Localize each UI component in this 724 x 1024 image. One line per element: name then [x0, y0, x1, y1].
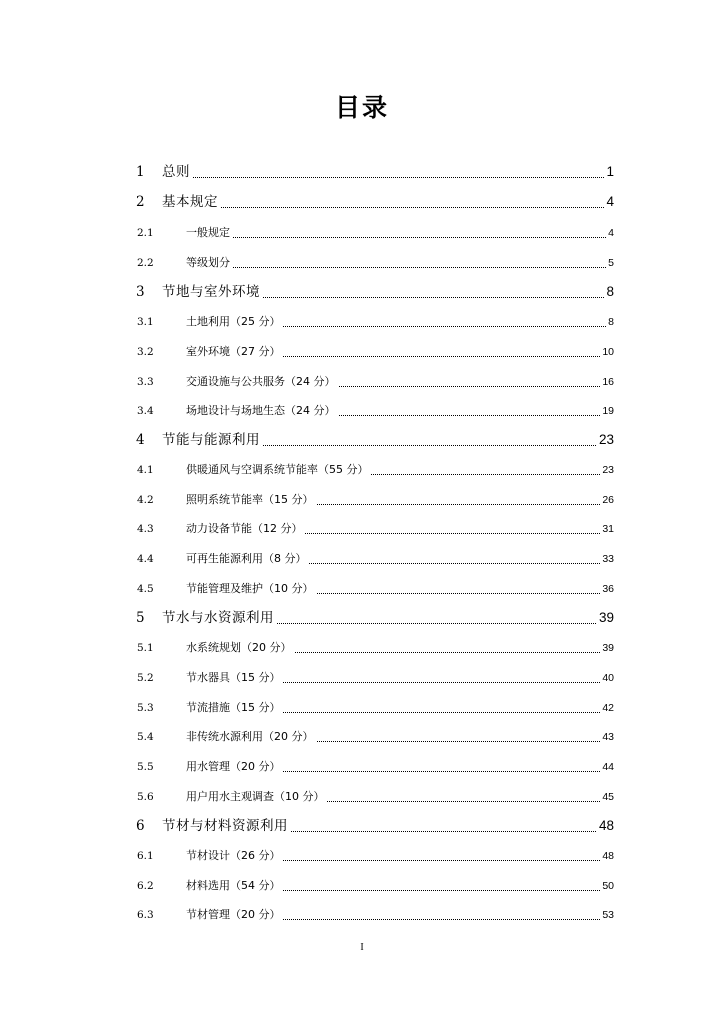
- toc-entry-page: 48: [600, 845, 614, 867]
- toc-entry-section[interactable]: [0, 252, 724, 274]
- toc-entry-title: 动力设备节能（12 分）: [186, 518, 305, 540]
- toc-entry-title: 节流措施（15 分）: [186, 697, 283, 719]
- toc-entry-section[interactable]: [0, 637, 724, 659]
- toc-entry-number: 4.4: [137, 548, 154, 570]
- toc-entry-page: 48: [597, 815, 614, 837]
- toc-entry-title: 可再生能源利用（8 分）: [186, 548, 309, 570]
- toc-entry-section[interactable]: [0, 518, 724, 540]
- toc-entry-page: 19: [600, 400, 614, 422]
- toc-entry-title: 节地与室外环境: [162, 281, 262, 303]
- toc-entry-number: 6.2: [137, 875, 154, 897]
- toc-entry-number: 6.1: [137, 845, 154, 867]
- toc-entry-title: 交通设施与公共服务（24 分）: [186, 371, 338, 393]
- toc-entry-section[interactable]: [0, 341, 724, 363]
- toc-leader-dots: [186, 267, 612, 268]
- toc-entry-title: 用户用水主观调查（10 分）: [186, 786, 327, 808]
- toc-entry-title: 场地设计与场地生态（24 分）: [186, 400, 338, 422]
- toc-entry-page: 45: [600, 786, 614, 808]
- toc-entry-title: 非传统水源利用（20 分）: [186, 726, 316, 748]
- toc-entry-number: 5.6: [137, 786, 154, 808]
- page-number: I: [360, 942, 364, 953]
- toc-entry-page: 44: [600, 756, 614, 778]
- toc-entry-section[interactable]: [0, 371, 724, 393]
- toc-entry-page: 42: [600, 697, 614, 719]
- toc-entry-page: 40: [600, 667, 614, 689]
- toc-entry-page: 39: [597, 607, 614, 629]
- toc-entry-number: 4.5: [137, 578, 154, 600]
- toc-entry-title: 材料选用（54 分）: [186, 875, 283, 897]
- toc-entry-page: 23: [600, 459, 614, 481]
- toc-entry-number: 5.5: [137, 756, 154, 778]
- toc-entry-number: 4: [136, 429, 145, 451]
- toc-entry-number: 2.1: [137, 222, 154, 244]
- toc-leader-dots: [162, 177, 612, 178]
- toc-entry-section[interactable]: [0, 786, 724, 808]
- toc-entry-title: 节水与水资源利用: [162, 607, 276, 629]
- toc-entry-number: 3.2: [137, 341, 154, 363]
- toc-entry-number: 5.1: [137, 637, 154, 659]
- toc-entry-title: 用水管理（20 分）: [186, 756, 283, 778]
- toc-entry-number: 6.3: [137, 904, 154, 926]
- toc-entry-title: 节材管理（20 分）: [186, 904, 283, 926]
- toc-entry-page: 4: [604, 191, 614, 213]
- toc-entry-title: 供暖通风与空调系统节能率（55 分）: [186, 459, 371, 481]
- toc-entry-section[interactable]: [0, 697, 724, 719]
- toc-entry-page: 26: [600, 489, 614, 511]
- toc-entry-section[interactable]: [0, 904, 724, 926]
- toc-entry-title: 照明系统节能率（15 分）: [186, 489, 316, 511]
- toc-entry-section[interactable]: [0, 875, 724, 897]
- toc-entry-chapter[interactable]: [0, 815, 724, 837]
- toc-entry-section[interactable]: [0, 726, 724, 748]
- toc-entry-page: 4: [606, 222, 614, 244]
- toc-entry-section[interactable]: [0, 548, 724, 570]
- toc-entry-number: 4.2: [137, 489, 154, 511]
- toc-entry-page: 16: [600, 371, 614, 393]
- toc-entry-number: 5: [136, 607, 145, 629]
- toc-entry-section[interactable]: [0, 667, 724, 689]
- toc-entry-section[interactable]: [0, 400, 724, 422]
- toc-entry-chapter[interactable]: [0, 281, 724, 303]
- toc-entry-page: 1: [604, 161, 614, 183]
- toc-entry-chapter[interactable]: [0, 161, 724, 183]
- toc-entry-section[interactable]: [0, 845, 724, 867]
- toc-entry-title: 基本规定: [162, 191, 220, 213]
- toc-entry-number: 5.3: [137, 697, 154, 719]
- toc-entry-number: 3.3: [137, 371, 154, 393]
- toc-entry-page: 23: [597, 429, 614, 451]
- page-title: 目录: [334, 93, 389, 122]
- toc-entry-chapter[interactable]: [0, 191, 724, 213]
- toc-entry-title: 总则: [162, 161, 192, 183]
- toc-entry-title: 等级划分: [186, 252, 232, 274]
- toc-entry-section[interactable]: [0, 222, 724, 244]
- toc-entry-section[interactable]: [0, 578, 724, 600]
- toc-entry-number: 2.2: [137, 252, 154, 274]
- toc-entry-title: 节能与能源利用: [162, 429, 262, 451]
- toc-entry-number: 2: [136, 191, 145, 213]
- toc-entry-section[interactable]: [0, 311, 724, 333]
- toc-entry-number: 5.4: [137, 726, 154, 748]
- toc-entry-title: 节材设计（26 分）: [186, 845, 283, 867]
- toc-entry-title: 土地利用（25 分）: [186, 311, 283, 333]
- toc-entry-title: 室外环境（27 分）: [186, 341, 283, 363]
- toc-entry-page: 53: [600, 904, 614, 926]
- toc-entry-title: 节材与材料资源利用: [162, 815, 290, 837]
- toc-entry-number: 3.1: [137, 311, 154, 333]
- toc-entry-section[interactable]: [0, 489, 724, 511]
- toc-entry-number: 1: [136, 161, 145, 183]
- toc-entry-page: 33: [600, 548, 614, 570]
- toc-entry-title: 水系统规划（20 分）: [186, 637, 294, 659]
- toc-entry-page: 36: [600, 578, 614, 600]
- toc-entry-page: 39: [600, 637, 614, 659]
- toc-entry-number: 5.2: [137, 667, 154, 689]
- toc-entry-page: 31: [600, 518, 614, 540]
- toc-entry-number: 4.3: [137, 518, 154, 540]
- toc-entry-title: 一般规定: [186, 222, 232, 244]
- toc-entry-number: 6: [136, 815, 145, 837]
- toc-entry-page: 43: [600, 726, 614, 748]
- toc-leader-dots: [162, 207, 612, 208]
- toc-entry-number: 3.4: [137, 400, 154, 422]
- toc-entry-chapter[interactable]: [0, 429, 724, 451]
- toc-entry-section[interactable]: [0, 459, 724, 481]
- toc-entry-page: 5: [606, 252, 614, 274]
- toc-entry-title: 节水器具（15 分）: [186, 667, 283, 689]
- toc-entry-page: 8: [604, 281, 614, 303]
- toc-entry-title: 节能管理及维护（10 分）: [186, 578, 316, 600]
- toc-entry-chapter[interactable]: [0, 607, 724, 629]
- toc-entry-page: 8: [606, 311, 614, 333]
- toc-entry-section[interactable]: [0, 756, 724, 778]
- toc-entry-page: 10: [600, 341, 614, 363]
- toc-entry-number: 4.1: [137, 459, 154, 481]
- toc-entry-number: 3: [136, 281, 145, 303]
- toc-leader-dots: [186, 237, 612, 238]
- toc-entry-page: 50: [600, 875, 614, 897]
